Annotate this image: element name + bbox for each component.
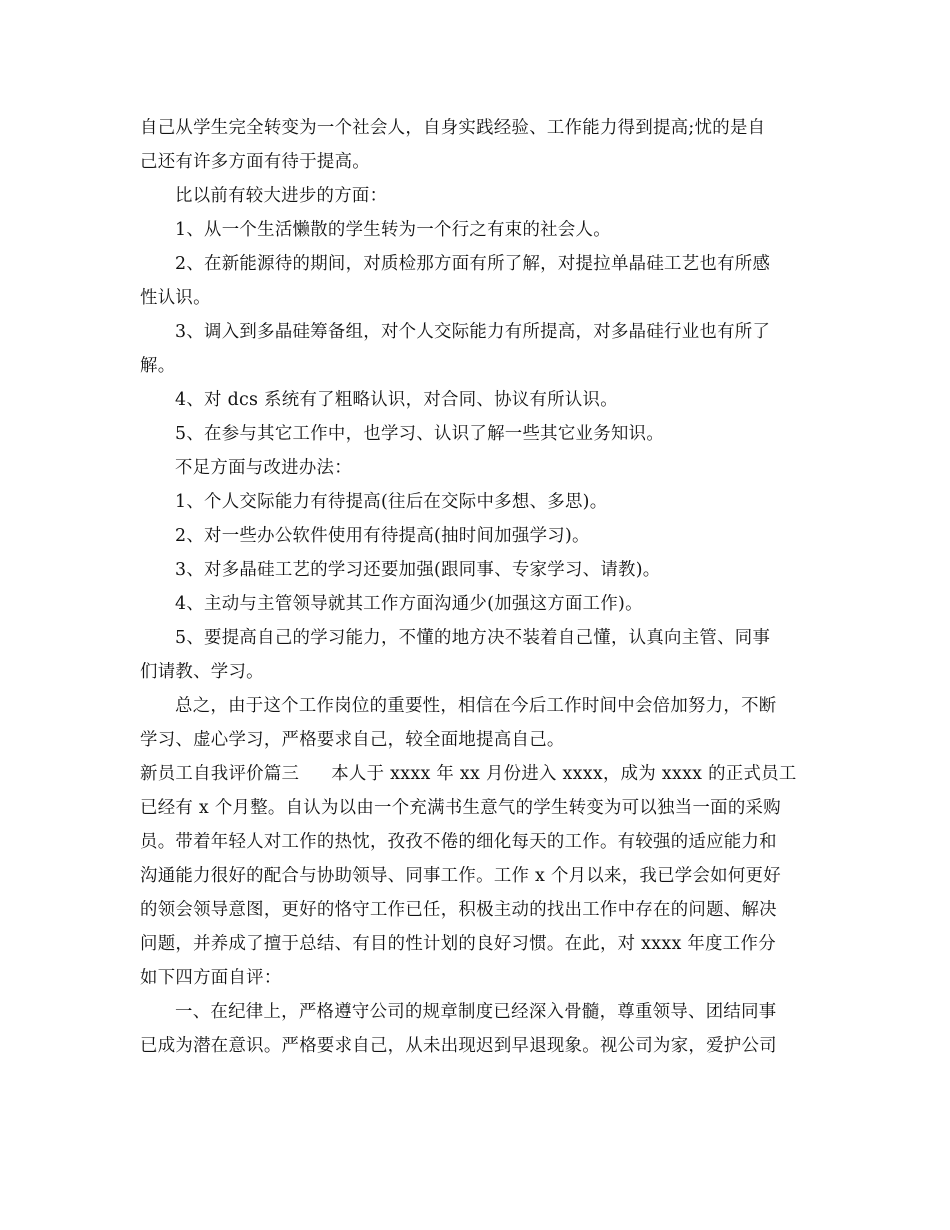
paragraph-line: 如下四方面自评： (140, 968, 282, 988)
section-heading-line (140, 759, 797, 789)
paragraph-line: 己还有许多方面有待于提高。 (140, 152, 370, 172)
paragraph-line: 性认识。 (140, 288, 211, 308)
paragraph-line: 员。带着年轻人对工作的热忱，孜孜不倦的细化每天的工作。有较强的适应能力和 (140, 832, 777, 852)
paragraph-text: 本人于 xxxx 年 xx 月份进入 xxxx，成为 xxxx 的正式员工 (331, 764, 797, 784)
paragraph-line: 自己从学生完全转变为一个社会人，自身实践经验、工作能力得到提高;忧的是自 (140, 118, 766, 138)
list-item: 3、对多晶硅工艺的学习还要加强(跟同事、专家学习、请教)。 (175, 560, 661, 580)
list-item: 2、对一些办公软件使用有待提高(抽时间加强学习)。 (175, 526, 590, 546)
paragraph-line: 已经有 x 个月整。自认为以由一个充满书生意气的学生转变为可以独当一面的采购 (140, 798, 781, 818)
paragraph-line: 沟通能力很好的配合与协助领导、同事工作。工作 x 个月以来，我已学会如何更好 (140, 866, 781, 886)
list-item: 1、个人交际能力有待提高(往后在交际中多想、多思)。 (175, 492, 608, 512)
paragraph-line: 已成为潜在意识。严格要求自己，从未出现迟到早退现象。视公司为家，爱护公司 (140, 1036, 777, 1056)
list-item: 5、在参与其它工作中，也学习、认识了解一些其它业务知识。 (175, 424, 665, 444)
paragraph-line: 总之，由于这个工作岗位的重要性，相信在今后工作时间中会倍加努力，不断 (175, 696, 777, 716)
list-item: 4、主动与主管领导就其工作方面沟通少(加强这方面工作)。 (175, 594, 643, 614)
list-item: 4、对 dcs 系统有了粗略认识，对合同、协议有所认识。 (175, 390, 618, 410)
paragraph-line: 的领会领导意图，更好的恪守工作已任，积极主动的找出工作中存在的问题、解决 (140, 900, 777, 920)
list-item: 2、在新能源待的期间，对质检那方面有所了解，对提拉单晶硅工艺也有所感 (175, 254, 771, 274)
paragraph-line: 问题，并养成了擅于总结、有目的性计划的良好习惯。在此，对 xxxx 年度工作分 (140, 934, 776, 954)
paragraph-line: 学习、虚心学习，严格要求自己，较全面地提高自己。 (140, 730, 565, 750)
paragraph-line: 们请教、学习。 (140, 662, 264, 682)
list-item: 5、要提高自己的学习能力，不懂的地方决不装着自己懂，认真向主管、同事 (175, 628, 771, 648)
paragraph-line: 一、在纪律上，严格遵守公司的规章制度已经深入骨髓，尊重领导、团结同事 (175, 1002, 777, 1022)
section-label: 比以前有较大进步的方面： (175, 186, 388, 206)
section-heading: 新员工自我评价篇三 (140, 764, 300, 784)
section-label: 不足方面与改进办法： (175, 458, 352, 478)
list-item: 3、调入到多晶硅筹备组，对个人交际能力有所提高，对多晶硅行业也有所了 (175, 322, 771, 342)
paragraph-line: 解。 (140, 356, 176, 376)
list-item: 1、从一个生活懒散的学生转为一个行之有束的社会人。 (175, 220, 611, 240)
